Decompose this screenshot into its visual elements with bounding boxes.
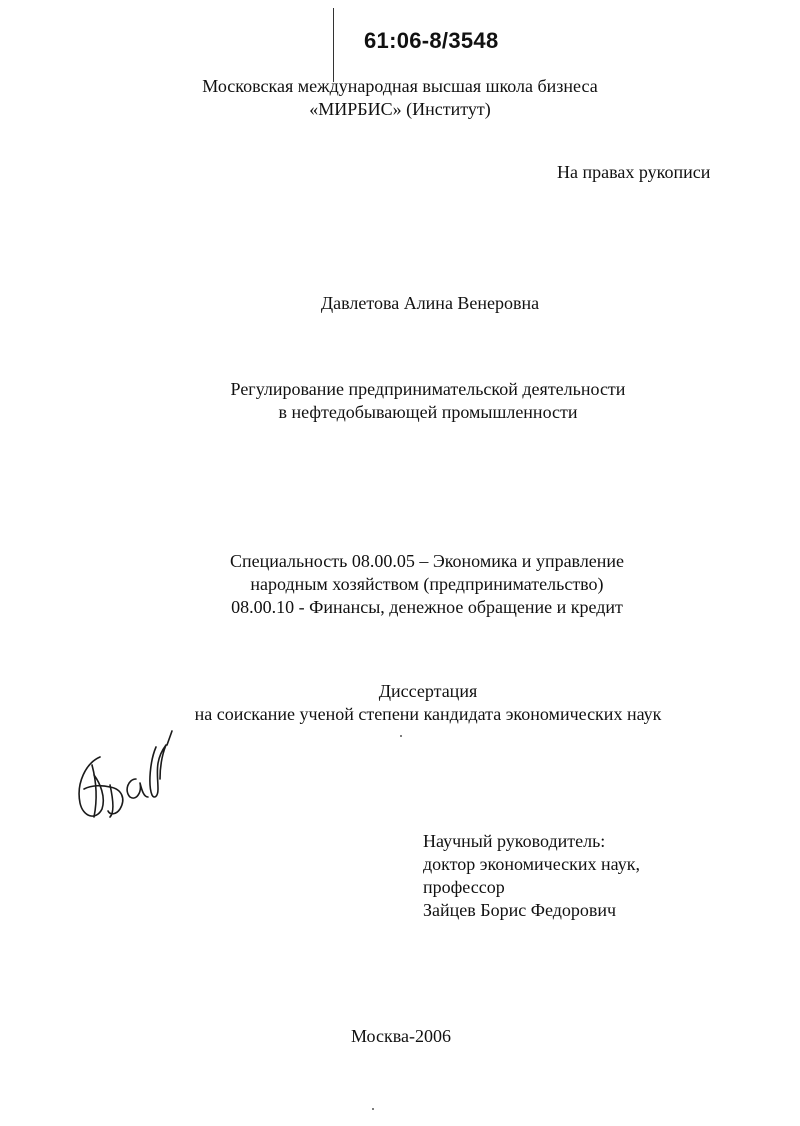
degree-heading: Диссертация [378,681,478,701]
signature-stroke-2 [92,765,96,817]
specialty-line-2: народным хозяйством (предпринимательство) [250,574,604,594]
author-name: Давлетова Алина Венеровна [320,293,540,313]
title-line-2: в нефтедобывающей промышленности [278,402,578,422]
institution-block [0,75,800,121]
signature-stroke-4 [108,785,123,817]
supervisor-block [423,830,640,922]
supervisor-title: профессор [423,877,505,897]
signature-stroke-7 [167,731,172,745]
signature-stroke-3 [84,786,110,789]
degree-block [0,680,800,726]
specialty-line-1: Специальность 08.00.05 – Экономика и управление [229,551,625,571]
degree-description: на соискание ученой степени кандидата экономических наук [194,704,662,724]
institution-abbr: «МИРБИС» (Институт) [309,99,491,119]
stamp-tick-mark [333,8,334,82]
city-year: Москва-2006 [351,1026,451,1046]
supervisor-label: Научный руководитель: [423,831,606,851]
dissertation-title [0,378,800,424]
title-line-1: Регулирование предпринимательской деятельности [230,379,626,399]
institution-name: Московская международная высшая школа бизнеса [202,76,598,96]
supervisor-name: Зайцев Борис Федорович [423,900,617,920]
scan-speck [400,735,402,737]
signature-stroke-6 [150,745,166,797]
specialty-line-3: 08.00.10 - Финансы, денежное обращение и кредит [231,597,623,617]
archive-stamp: 61:06-8/3548 [364,28,499,53]
supervisor-degree: доктор экономических наук, [423,854,640,874]
scan-speck [372,1108,374,1110]
specialty-block [0,550,800,619]
handwritten-signature [70,725,180,830]
manuscript-note: На правах рукописи [557,162,711,182]
signature-stroke-5 [127,779,148,798]
